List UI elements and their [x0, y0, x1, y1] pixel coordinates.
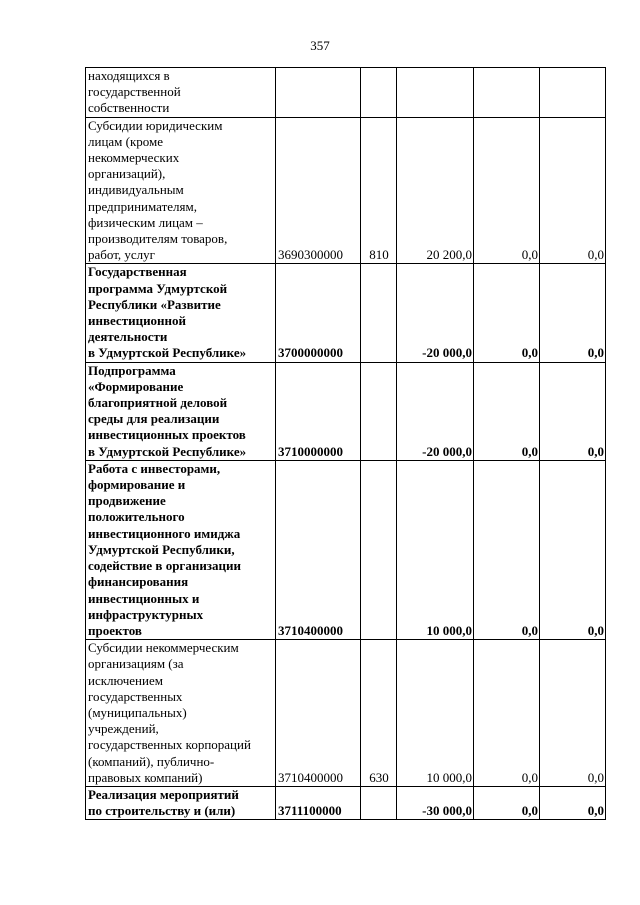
target-article-code-cell: 3700000000 [276, 264, 361, 362]
amount-year3-cell: 0,0 [540, 640, 606, 787]
table-row [86, 786, 606, 819]
item-name-cell [86, 640, 276, 787]
item-name-line: Работа с инвесторами, [88, 460, 221, 476]
table-row [86, 117, 606, 264]
item-name-line: продвижение [88, 493, 166, 509]
item-name-cell [86, 786, 276, 819]
item-name-line: Государственная [88, 264, 187, 280]
amount-year3-cell: 0,0 [540, 264, 606, 362]
item-name-line: собственности [88, 100, 170, 116]
item-name-line: организаций), [88, 166, 166, 182]
item-name-line: физическим лицам – [88, 214, 203, 230]
item-name-line: государственных [88, 688, 183, 704]
amount-year1-cell: 10 000,0 [397, 640, 474, 787]
amount-year3-cell: 0,0 [540, 362, 606, 460]
amount-year2-cell: 0,0 [474, 640, 540, 787]
item-name-cell [86, 68, 276, 118]
item-name-line: Подпрограмма [88, 362, 176, 378]
item-name-line: организациям (за [88, 656, 184, 672]
expense-type-cell: 630 [361, 640, 397, 787]
table-row [86, 362, 606, 460]
item-name-line: лицам (кроме [88, 133, 164, 149]
item-name-line: учреждений, [88, 721, 159, 737]
amount-year1-cell: -20 000,0 [397, 362, 474, 460]
item-name-line: «Формирование [88, 378, 184, 394]
amount-year2-cell [474, 68, 540, 118]
item-name-line: производителям товаров, [88, 231, 228, 247]
table-row [86, 68, 606, 118]
item-name-line: содействие в организации [88, 558, 241, 574]
item-name-line: Республики «Развитие [88, 296, 221, 312]
amount-year2-cell: 0,0 [474, 362, 540, 460]
target-article-code-cell: 3710400000 [276, 460, 361, 639]
item-name-line: формирование и [88, 477, 186, 493]
amount-year3-cell [540, 68, 606, 118]
amount-year3-cell: 0,0 [540, 786, 606, 819]
expense-type-cell: 810 [361, 117, 397, 264]
item-name-line: Реализация мероприятий [88, 786, 239, 802]
expense-type-cell [361, 68, 397, 118]
item-name-line: в Удмуртской Республике» [88, 443, 247, 459]
target-article-code-cell: 3711100000 [276, 786, 361, 819]
amount-year2-cell: 0,0 [474, 117, 540, 264]
expense-type-cell [361, 460, 397, 639]
amount-year2-cell: 0,0 [474, 460, 540, 639]
table-row [86, 460, 606, 639]
item-name-line: деятельности [88, 329, 168, 345]
item-name-line: находящихся в [88, 68, 170, 83]
item-name-line: инфраструктурных [88, 606, 204, 622]
item-name-line: работ, услуг [88, 247, 156, 263]
expense-type-cell [361, 264, 397, 362]
target-article-code-cell: 3690300000 [276, 117, 361, 264]
item-name-line: инвестиционной [88, 313, 187, 329]
item-name-line: в Удмуртской Республике» [88, 345, 247, 361]
amount-year1-cell: 10 000,0 [397, 460, 474, 639]
item-name-line: (муниципальных) [88, 704, 187, 720]
item-name-line: некоммерческих [88, 150, 180, 166]
page-number: 357 [310, 38, 330, 53]
item-name-line: предпринимателям, [88, 198, 197, 214]
item-name-line: индивидуальным [88, 182, 184, 198]
item-name-line: (компаний), публично- [88, 753, 215, 769]
item-name-line: программа Удмуртской [88, 280, 228, 296]
table-row [86, 640, 606, 787]
expense-type-cell [361, 786, 397, 819]
amount-year3-cell: 0,0 [540, 117, 606, 264]
item-name-line: Субсидии юридическим [88, 117, 223, 133]
amount-year2-cell: 0,0 [474, 264, 540, 362]
item-name-cell [86, 264, 276, 362]
target-article-code-cell [276, 68, 361, 118]
item-name-line: инвестиционного имиджа [88, 525, 241, 541]
amount-year2-cell: 0,0 [474, 786, 540, 819]
amount-year3-cell: 0,0 [540, 460, 606, 639]
item-name-line: Субсидии некоммерческим [88, 640, 239, 656]
item-name-cell [86, 460, 276, 639]
amount-year1-cell: -30 000,0 [397, 786, 474, 819]
amount-year1-cell [397, 68, 474, 118]
item-name-line: правовых компаний) [88, 769, 203, 785]
item-name-line: инвестиционных и [88, 590, 200, 606]
expense-type-cell [361, 362, 397, 460]
item-name-line: финансирования [88, 574, 189, 590]
item-name-cell [86, 117, 276, 264]
item-name-line: Удмуртской Республики, [88, 541, 235, 557]
item-name-line: положительного [88, 509, 185, 525]
item-name-line: проектов [88, 622, 142, 638]
budget-table-body [86, 68, 606, 820]
item-name-line: исключением [88, 672, 163, 688]
item-name-line: государственной [88, 84, 181, 100]
item-name-line: благоприятной деловой [88, 395, 228, 411]
amount-year1-cell: -20 000,0 [397, 264, 474, 362]
table-row [86, 264, 606, 362]
item-name-line: среды для реализации [88, 411, 220, 427]
target-article-code-cell: 3710000000 [276, 362, 361, 460]
item-name-line: государственных корпораций [88, 737, 251, 753]
budget-table [85, 67, 606, 820]
target-article-code-cell: 3710400000 [276, 640, 361, 787]
amount-year1-cell: 20 200,0 [397, 117, 474, 264]
item-name-line: по строительству и (или) [88, 803, 236, 819]
item-name-cell [86, 362, 276, 460]
item-name-line: инвестиционных проектов [88, 427, 246, 443]
